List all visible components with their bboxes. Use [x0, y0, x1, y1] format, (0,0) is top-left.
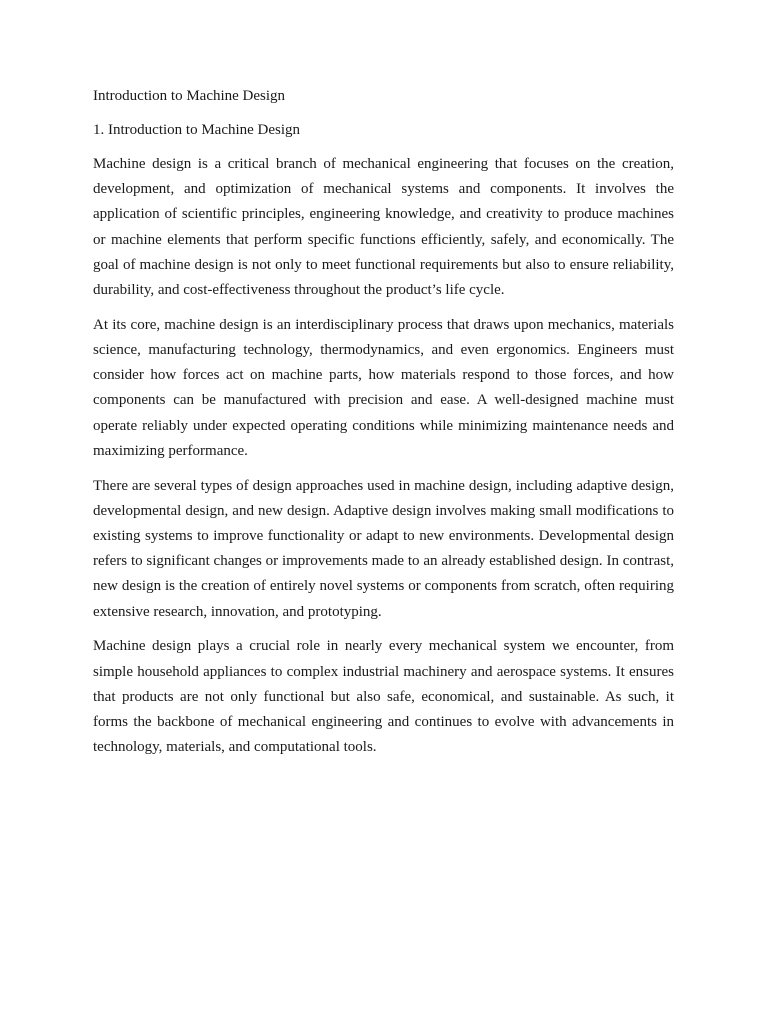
document-title: Introduction to Machine Design — [93, 88, 286, 104]
paragraph-3: There are several types of design approaches used in machine design, including adaptive design, developmental design, and new design. Adaptive design involves making small modifications to existing systems to improve functionality or adapt to new environments. Developmental design refers to significant changes or improvements made to an already established design. In contrast, new design is the creation of entirely novel systems or components from scratch, often requiring extensive research, innovation, and prototyping. — [93, 477, 674, 620]
section-heading: 1. Introduction to Machine Design — [93, 122, 301, 138]
document-page — [93, 84, 674, 770]
paragraph-2: At its core, machine design is an interdisciplinary process that draws upon mechanics, materials science, manufacturing technology, thermodynamics, and even ergonomics. Engineers must consider how forces act on machine parts, how materials respond to those forces, and how components can be manufactured with precision and ease. A well-designed machine must operate reliably under expected operating conditions while minimizing maintenance needs and maximizing performance. — [93, 316, 674, 459]
paragraph-4: Machine design plays a crucial role in nearly every mechanical system we encounter, from simple household appliances to complex industrial machinery and aerospace systems. It ensures that products are not only functional but also safe, economical, and sustainable. As such, it forms the backbone of mechanical engineering and continues to evolve with advancements in technology, materials, and computational tools. — [93, 638, 674, 756]
paragraph-1: Machine design is a critical branch of mechanical engineering that focuses on the creation, development, and optimization of mechanical systems and components. It involves the application of scientific principles, engineering knowledge, and creativity to produce machines or machine elements that perform specific functions efficiently, safely, and economically. The goal of machine design is not only to meet functional requirements but also to ensure reliability, durability, and cost-effectiveness throughout the product’s life cycle. — [93, 156, 674, 299]
